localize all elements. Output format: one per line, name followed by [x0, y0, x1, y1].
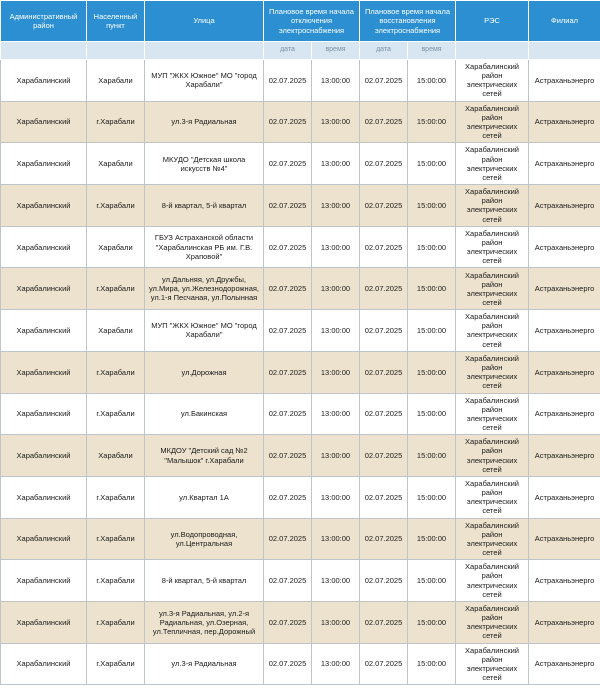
table-row	[1, 393, 600, 435]
cell-branch: Астраханьэнерго	[529, 643, 600, 685]
cell-branch: Астраханьэнерго	[529, 601, 600, 643]
header-on-planned: Плановое время начала восстановления электроснабжения	[360, 1, 456, 42]
subheader-blank	[529, 42, 600, 60]
cell-locality: г.Харабали	[87, 643, 145, 685]
cell-branch: Астраханьэнерго	[529, 435, 600, 477]
cell-off-date: 02.07.2025	[264, 268, 312, 310]
subheader-on-time: время	[408, 42, 456, 60]
cell-off-time: 13:00:00	[312, 268, 360, 310]
table-row	[1, 60, 600, 102]
cell-on-date: 02.07.2025	[360, 185, 408, 227]
cell-district: Харабалинский	[1, 268, 87, 310]
cell-on-date: 02.07.2025	[360, 310, 408, 352]
cell-locality: г.Харабали	[87, 351, 145, 393]
cell-branch: Астраханьэнерго	[529, 60, 600, 102]
cell-res: Харабалинский район электрических сетей	[456, 226, 529, 268]
cell-on-time: 15:00:00	[408, 560, 456, 602]
cell-on-date: 02.07.2025	[360, 518, 408, 560]
cell-branch: Астраханьэнерго	[529, 226, 600, 268]
header-branch: Филиал	[529, 1, 600, 42]
cell-off-time: 13:00:00	[312, 393, 360, 435]
cell-district: Харабалинский	[1, 185, 87, 227]
cell-off-time: 13:00:00	[312, 601, 360, 643]
table-row	[1, 643, 600, 685]
cell-district: Харабалинский	[1, 601, 87, 643]
cell-locality: г.Харабали	[87, 560, 145, 602]
table-row	[1, 185, 600, 227]
cell-street: ул.3-я Радиальная	[145, 101, 264, 143]
cell-res: Харабалинский район электрических сетей	[456, 101, 529, 143]
cell-off-date: 02.07.2025	[264, 143, 312, 185]
cell-locality: Харабали	[87, 226, 145, 268]
cell-off-time: 13:00:00	[312, 101, 360, 143]
cell-on-time: 15:00:00	[408, 101, 456, 143]
cell-street: МКДОУ "Детский сад №2 "Малышок" г.Харабали	[145, 435, 264, 477]
cell-off-time: 13:00:00	[312, 560, 360, 602]
table-header	[1, 1, 600, 60]
cell-res: Харабалинский район электрических сетей	[456, 185, 529, 227]
cell-res: Харабалинский район электрических сетей	[456, 393, 529, 435]
header-district: Административный район	[1, 1, 87, 42]
cell-off-date: 02.07.2025	[264, 185, 312, 227]
cell-on-time: 15:00:00	[408, 268, 456, 310]
cell-res: Харабалинский район электрических сетей	[456, 518, 529, 560]
cell-on-date: 02.07.2025	[360, 435, 408, 477]
cell-off-time: 13:00:00	[312, 351, 360, 393]
header-res: РЭС	[456, 1, 529, 42]
cell-off-time: 13:00:00	[312, 185, 360, 227]
cell-branch: Астраханьэнерго	[529, 518, 600, 560]
table-row	[1, 518, 600, 560]
cell-street: МУП "ЖКХ Южное" МО "город Харабали"	[145, 310, 264, 352]
cell-street: ул.Водопроводная, ул.Центральная	[145, 518, 264, 560]
cell-street: ул.3-я Радиальная	[145, 643, 264, 685]
subheader-blank	[145, 42, 264, 60]
cell-on-time: 15:00:00	[408, 518, 456, 560]
cell-street: 8-й квартал, 5-й квартал	[145, 185, 264, 227]
cell-district: Харабалинский	[1, 476, 87, 518]
header-off-planned: Плановое время начала отключения электроснабжения	[264, 1, 360, 42]
cell-on-time: 15:00:00	[408, 601, 456, 643]
cell-on-time: 15:00:00	[408, 476, 456, 518]
cell-res: Харабалинский район электрических сетей	[456, 351, 529, 393]
cell-on-date: 02.07.2025	[360, 393, 408, 435]
subheader-blank	[1, 42, 87, 60]
table-row	[1, 143, 600, 185]
cell-off-date: 02.07.2025	[264, 476, 312, 518]
cell-branch: Астраханьэнерго	[529, 310, 600, 352]
cell-off-time: 13:00:00	[312, 643, 360, 685]
table-row	[1, 268, 600, 310]
cell-locality: г.Харабали	[87, 476, 145, 518]
cell-on-time: 15:00:00	[408, 226, 456, 268]
cell-off-time: 13:00:00	[312, 518, 360, 560]
cell-on-time: 15:00:00	[408, 143, 456, 185]
cell-district: Харабалинский	[1, 226, 87, 268]
cell-district: Харабалинский	[1, 643, 87, 685]
cell-branch: Астраханьэнерго	[529, 143, 600, 185]
cell-street: ГБУЗ Астраханской области "Харабалинская РБ им. Г.В. Храповой"	[145, 226, 264, 268]
cell-res: Харабалинский район электрических сетей	[456, 643, 529, 685]
cell-off-date: 02.07.2025	[264, 643, 312, 685]
cell-district: Харабалинский	[1, 560, 87, 602]
cell-off-date: 02.07.2025	[264, 351, 312, 393]
cell-locality: г.Харабали	[87, 268, 145, 310]
cell-on-time: 15:00:00	[408, 60, 456, 102]
cell-res: Харабалинский район электрических сетей	[456, 143, 529, 185]
cell-branch: Астраханьэнерго	[529, 185, 600, 227]
cell-res: Харабалинский район электрических сетей	[456, 435, 529, 477]
cell-res: Харабалинский район электрических сетей	[456, 476, 529, 518]
cell-off-date: 02.07.2025	[264, 101, 312, 143]
subheader-blank	[87, 42, 145, 60]
cell-off-time: 13:00:00	[312, 476, 360, 518]
cell-locality: г.Харабали	[87, 393, 145, 435]
cell-branch: Астраханьэнерго	[529, 268, 600, 310]
cell-off-date: 02.07.2025	[264, 560, 312, 602]
cell-res: Харабалинский район электрических сетей	[456, 601, 529, 643]
cell-res: Харабалинский район электрических сетей	[456, 560, 529, 602]
table-row	[1, 601, 600, 643]
cell-off-time: 13:00:00	[312, 310, 360, 352]
table-row	[1, 476, 600, 518]
cell-branch: Астраханьэнерго	[529, 560, 600, 602]
cell-district: Харабалинский	[1, 393, 87, 435]
table-row	[1, 351, 600, 393]
cell-off-time: 13:00:00	[312, 226, 360, 268]
table-row	[1, 101, 600, 143]
cell-on-date: 02.07.2025	[360, 643, 408, 685]
cell-locality: г.Харабали	[87, 101, 145, 143]
cell-locality: г.Харабали	[87, 518, 145, 560]
cell-on-time: 15:00:00	[408, 643, 456, 685]
cell-off-time: 13:00:00	[312, 435, 360, 477]
cell-on-date: 02.07.2025	[360, 560, 408, 602]
subheader-off-time: время	[312, 42, 360, 60]
cell-district: Харабалинский	[1, 143, 87, 185]
cell-on-date: 02.07.2025	[360, 101, 408, 143]
cell-on-time: 15:00:00	[408, 393, 456, 435]
subheader-off-date: дата	[264, 42, 312, 60]
cell-on-date: 02.07.2025	[360, 476, 408, 518]
cell-locality: Харабали	[87, 143, 145, 185]
cell-off-date: 02.07.2025	[264, 393, 312, 435]
table-row	[1, 435, 600, 477]
cell-district: Харабалинский	[1, 435, 87, 477]
cell-on-time: 15:00:00	[408, 310, 456, 352]
cell-district: Харабалинский	[1, 101, 87, 143]
cell-on-date: 02.07.2025	[360, 601, 408, 643]
cell-on-date: 02.07.2025	[360, 143, 408, 185]
cell-res: Харабалинский район электрических сетей	[456, 268, 529, 310]
cell-res: Харабалинский район электрических сетей	[456, 310, 529, 352]
cell-off-date: 02.07.2025	[264, 435, 312, 477]
header-street: Улица	[145, 1, 264, 42]
cell-on-date: 02.07.2025	[360, 60, 408, 102]
cell-branch: Астраханьэнерго	[529, 101, 600, 143]
cell-off-date: 02.07.2025	[264, 518, 312, 560]
cell-off-date: 02.07.2025	[264, 310, 312, 352]
cell-district: Харабалинский	[1, 518, 87, 560]
subheader-on-date: дата	[360, 42, 408, 60]
cell-branch: Астраханьэнерго	[529, 393, 600, 435]
table-row	[1, 226, 600, 268]
table-row	[1, 560, 600, 602]
cell-on-time: 15:00:00	[408, 185, 456, 227]
cell-street: ул.3-я Радиальная, ул.2-я Радиальная, ул.Озерная, ул.Тепличная, пер.Дорожный	[145, 601, 264, 643]
cell-on-time: 15:00:00	[408, 435, 456, 477]
cell-off-date: 02.07.2025	[264, 601, 312, 643]
cell-district: Харабалинский	[1, 60, 87, 102]
cell-on-date: 02.07.2025	[360, 268, 408, 310]
cell-district: Харабалинский	[1, 310, 87, 352]
header-locality: Населенный пункт	[87, 1, 145, 42]
cell-on-date: 02.07.2025	[360, 226, 408, 268]
cell-district: Харабалинский	[1, 351, 87, 393]
cell-locality: г.Харабали	[87, 601, 145, 643]
cell-on-time: 15:00:00	[408, 351, 456, 393]
cell-off-time: 13:00:00	[312, 60, 360, 102]
cell-locality: Харабали	[87, 60, 145, 102]
cell-street: ул.Бакинская	[145, 393, 264, 435]
cell-locality: Харабали	[87, 310, 145, 352]
cell-street: 8-й квартал, 5-й квартал	[145, 560, 264, 602]
table-row	[1, 310, 600, 352]
cell-branch: Астраханьэнерго	[529, 476, 600, 518]
cell-street: ул.Квартал 1А	[145, 476, 264, 518]
cell-branch: Астраханьэнерго	[529, 351, 600, 393]
cell-res: Харабалинский район электрических сетей	[456, 60, 529, 102]
cell-locality: г.Харабали	[87, 185, 145, 227]
cell-on-date: 02.07.2025	[360, 351, 408, 393]
cell-off-time: 13:00:00	[312, 143, 360, 185]
cell-off-date: 02.07.2025	[264, 226, 312, 268]
cell-off-date: 02.07.2025	[264, 60, 312, 102]
cell-street: ул.Дальняя, ул.Дружбы, ул.Мира, ул.Железнодорожная, ул.1-я Песчаная, ул.Полынная	[145, 268, 264, 310]
table-body	[1, 60, 600, 685]
cell-street: МКУДО "Детская школа искусств №4"	[145, 143, 264, 185]
cell-locality: Харабали	[87, 435, 145, 477]
subheader-blank	[456, 42, 529, 60]
cell-street: МУП "ЖКХ Южное" МО "город Харабали"	[145, 60, 264, 102]
cell-street: ул.Дорожная	[145, 351, 264, 393]
